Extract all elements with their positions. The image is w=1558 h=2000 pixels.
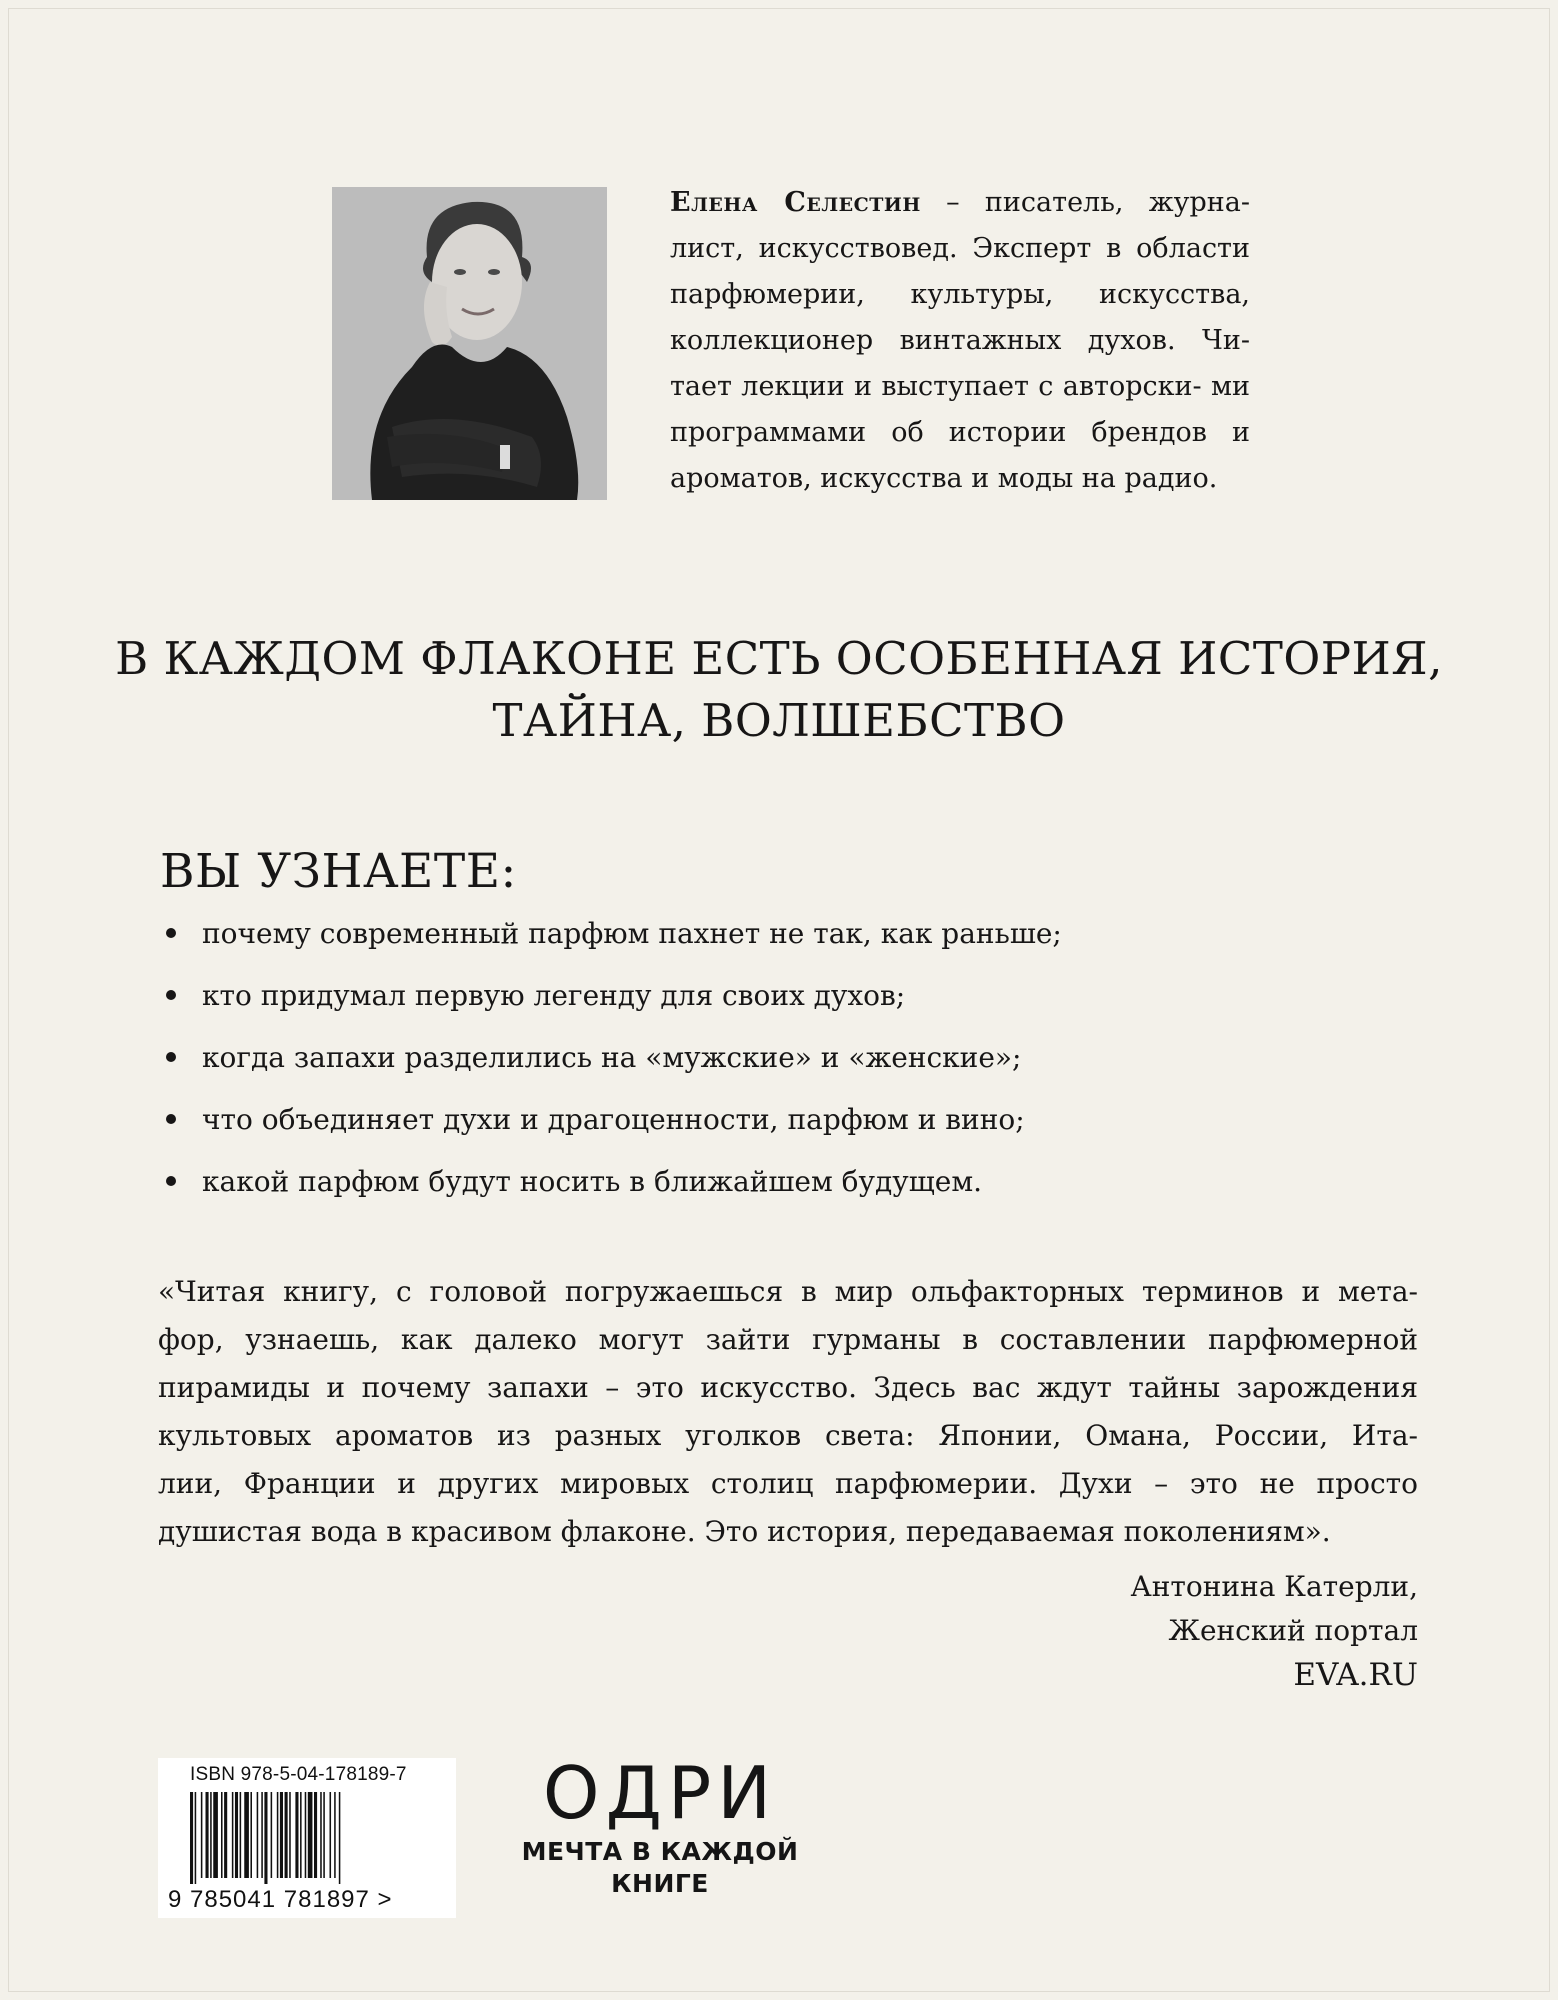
headline-line: ТАЙНА, ВОЛШЕБСТВО: [492, 694, 1066, 747]
bullet-icon: [166, 1052, 176, 1062]
bio-line: парфюмерии, культуры, искусства,: [670, 279, 1250, 310]
barcode-bar: [221, 1792, 223, 1878]
attribution-name: Антонина Катерли,: [1130, 1570, 1418, 1603]
barcode-bar: [240, 1792, 242, 1878]
publisher-logo: ОДРИ: [542, 1751, 778, 1835]
bullet-icon: [166, 1114, 176, 1124]
list-item: [160, 974, 1400, 1036]
list-item: [160, 1036, 1400, 1098]
bio-line: лист, искусствовед. Эксперт в области: [670, 233, 1250, 264]
quote-attribution: [1131, 1565, 1419, 1697]
list-item-text: почему современный парфюм пахнет не так, как раньше;: [202, 917, 1062, 950]
barcode-bar: [224, 1792, 227, 1878]
barcode-bar: [314, 1792, 317, 1878]
barcode-bar: [210, 1792, 212, 1878]
bullet-icon: [166, 1176, 176, 1186]
barcode-bar: [264, 1792, 267, 1884]
barcode-digits: 9 785041 781897 >: [168, 1886, 393, 1913]
quote-line: культовых ароматов из разных уголков света: Японии, Омана, России, Ита-: [158, 1419, 1418, 1452]
author-photo: [332, 187, 607, 500]
list-item-text: когда запахи разделились на «мужские» и «женские»;: [202, 1041, 1022, 1074]
barcode-bar: [280, 1792, 283, 1878]
headline: [100, 628, 1458, 752]
author-bio: [670, 180, 1250, 502]
barcode-bar: [250, 1792, 252, 1878]
publisher-logo-block: [520, 1750, 800, 1900]
barcode-bar: [195, 1792, 197, 1884]
barcode-bar: [261, 1792, 263, 1878]
barcode-bar: [190, 1792, 193, 1884]
barcode-bar: [308, 1792, 313, 1878]
bullet-icon: [166, 990, 176, 1000]
review-quote: [158, 1268, 1418, 1556]
bio-line: тает лекции и выступает с авторски-: [670, 371, 1202, 402]
bullet-icon: [166, 928, 176, 938]
list-item-text: какой парфюм будут носить в ближайшем будущем.: [202, 1165, 982, 1198]
list-item: [160, 1160, 1400, 1222]
headline-line: В КАЖДОМ ФЛАКОНЕ ЕСТЬ ОСОБЕННАЯ ИСТОРИЯ,: [115, 632, 1443, 685]
barcode-bar: [289, 1792, 291, 1878]
barcode-bar: [339, 1792, 341, 1884]
learn-list: [160, 912, 1400, 1222]
barcode-bar: [206, 1792, 209, 1878]
barcode-bar: [244, 1792, 249, 1878]
quote-line: «Читая книгу, с головой погружаешься в мир ольфакторных терминов и мета-: [158, 1275, 1418, 1308]
barcode-bar: [271, 1792, 273, 1878]
bio-line: коллекционер винтажных духов. Чи-: [670, 325, 1250, 356]
quote-line: душистая вода в красивом флаконе. Это история, передаваемая поколениям».: [158, 1515, 1331, 1548]
barcode-bar: [201, 1792, 203, 1878]
publisher-tagline: КНИГЕ: [611, 1869, 709, 1898]
quote-line: лии, Франции и других мировых столиц парфюмерии. Духи – это не просто: [158, 1467, 1418, 1500]
barcode-bar: [305, 1792, 307, 1878]
barcode-bar: [320, 1792, 322, 1878]
barcode-bars: [188, 1792, 426, 1884]
barcode-bar: [295, 1792, 298, 1878]
barcode-bar: [213, 1792, 218, 1878]
author-portrait-image: [332, 187, 607, 500]
barcode-bar: [235, 1792, 238, 1878]
author-name: Елена Селестин: [670, 187, 921, 218]
barcode-icon: [188, 1792, 426, 1884]
barcode-bar: [323, 1792, 325, 1878]
bio-line: и ароматов, искусства и моды на радио.: [670, 417, 1250, 494]
learn-title: ВЫ УЗНАЕТЕ:: [160, 844, 517, 899]
barcode-bar: [334, 1792, 336, 1878]
quote-line: фор, узнаешь, как далеко могут зайти гурманы в составлении парфюмерной: [158, 1323, 1418, 1356]
list-item-text: кто придумал первую легенду для своих духов;: [202, 979, 906, 1012]
barcode-bar: [300, 1792, 302, 1878]
attribution-site: EVA.RU: [1293, 1657, 1418, 1693]
isbn-label: ISBN 978-5-04-178189-7: [190, 1764, 407, 1785]
barcode-bar: [232, 1792, 234, 1878]
bio-line: ми программами об истории брендов: [670, 371, 1250, 448]
list-item-text: что объединяет духи и драгоценности, парфюм и вино;: [202, 1103, 1025, 1136]
list-item: [160, 1098, 1400, 1160]
quote-line: пирамиды и почему запахи – это искусство. Здесь вас ждут тайны зарождения: [158, 1371, 1418, 1404]
isbn-barcode-block: [158, 1758, 456, 1918]
bio-line: – писатель, журна-: [920, 187, 1251, 218]
publisher-tagline: МЕЧТА В КАЖДОЙ: [521, 1837, 799, 1866]
barcode-bar: [330, 1792, 332, 1878]
barcode-bar: [285, 1792, 288, 1878]
list-item: [160, 912, 1400, 974]
barcode-bar: [257, 1792, 259, 1878]
barcode-bar: [277, 1792, 279, 1878]
attribution-portal: Женский портал: [1168, 1614, 1418, 1647]
